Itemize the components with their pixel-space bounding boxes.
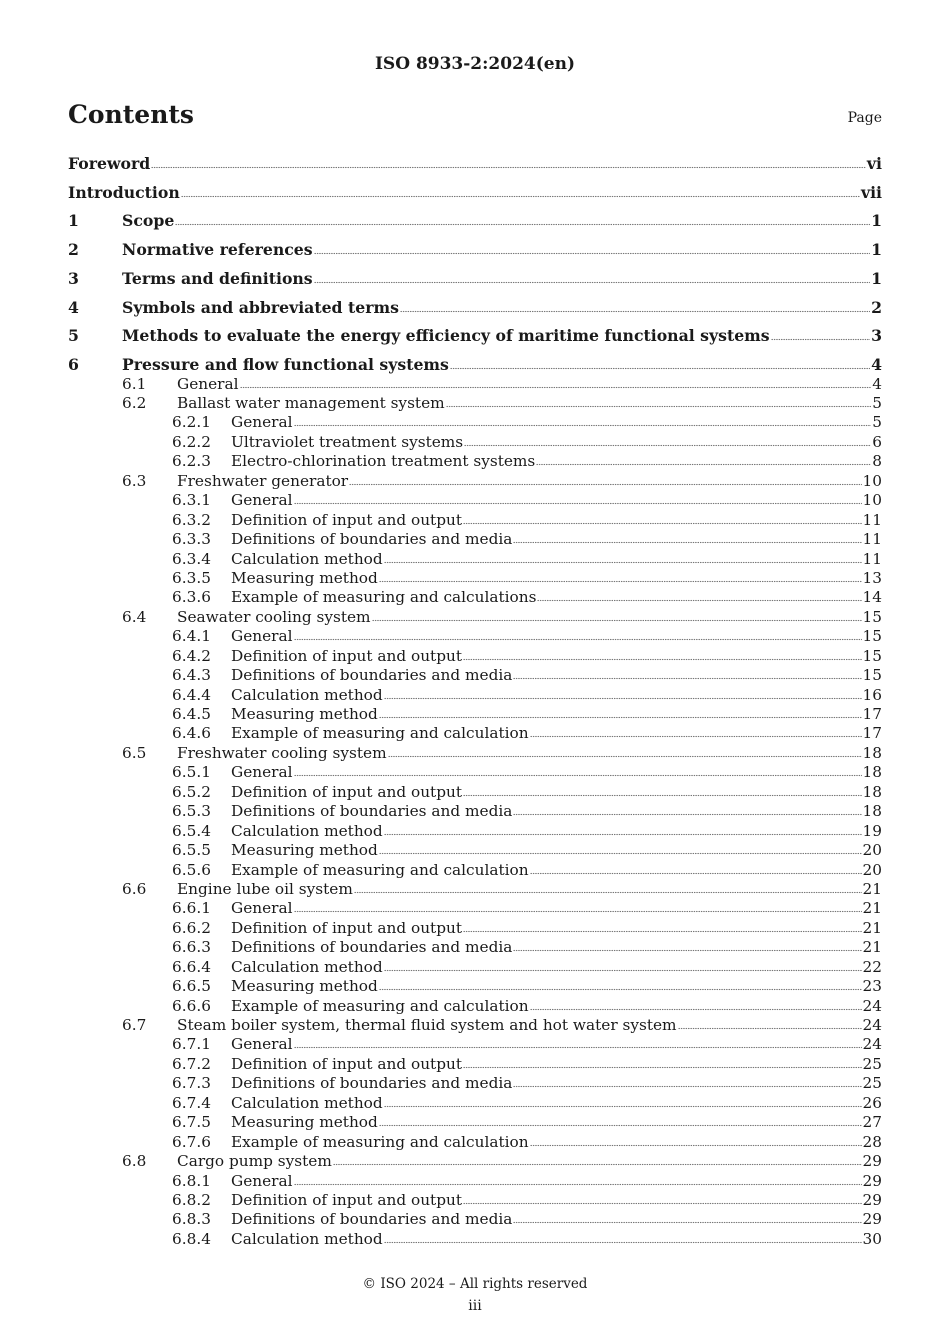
toc-entry[interactable]	[68, 958, 882, 977]
toc-section-number: 6.7.6	[172, 1132, 211, 1151]
toc-entry[interactable]	[68, 491, 882, 510]
toc-page-number[interactable]: 15	[862, 646, 882, 665]
toc-entry[interactable]	[68, 1113, 882, 1132]
toc-entry[interactable]	[68, 724, 882, 743]
toc-section-number: 6.6.4	[172, 957, 211, 976]
toc-entry[interactable]	[68, 472, 882, 491]
toc-section-number: 6.5.3	[172, 802, 211, 821]
toc-dot-leader	[530, 1143, 862, 1147]
toc-dot-leader	[463, 929, 862, 933]
toc-page-number[interactable]: vi	[866, 154, 882, 173]
toc-entry[interactable]	[68, 627, 882, 646]
toc-page-number[interactable]: 20	[862, 841, 882, 860]
toc-entry[interactable]	[68, 211, 882, 230]
toc-page-number[interactable]: 4	[871, 355, 882, 375]
toc-page-number[interactable]: 18	[862, 743, 882, 762]
toc-dot-leader	[294, 501, 862, 505]
toc-section-title[interactable]: Measuring method	[231, 705, 378, 724]
toc-section-title[interactable]: Calculation method	[231, 821, 383, 840]
toc-dot-leader	[771, 337, 870, 341]
toc-section-title[interactable]: Calculation method	[231, 549, 383, 568]
toc-section-number: 6.6	[122, 879, 147, 898]
toc-dot-leader	[536, 462, 871, 466]
toc-section-number: 6.4.6	[172, 724, 211, 743]
toc-page-number[interactable]: 29	[862, 1190, 882, 1209]
toc-section-number: 6.6.1	[172, 899, 211, 918]
toc-page-number[interactable]: 20	[862, 860, 882, 879]
toc-section-number: 6.3.4	[172, 549, 211, 568]
toc-section-number: 6.3	[122, 471, 147, 490]
toc-section-title[interactable]: Definition of input and output	[231, 782, 462, 801]
toc-entry[interactable]	[68, 919, 882, 938]
toc-page-number[interactable]: 10	[862, 491, 882, 510]
toc-dot-leader	[294, 637, 862, 641]
toc-dot-leader	[463, 657, 862, 661]
toc-section-title[interactable]: Introduction	[68, 182, 180, 202]
toc-page-number[interactable]: 18	[862, 782, 882, 801]
toc-dot-leader	[379, 715, 862, 719]
toc-entry[interactable]	[68, 1035, 882, 1054]
toc-entry[interactable]	[68, 1172, 882, 1191]
toc-dot-leader	[384, 696, 862, 700]
toc-section-number: 6.8.2	[172, 1190, 211, 1209]
toc-page-number[interactable]: 11	[862, 530, 882, 549]
toc-entry[interactable]	[68, 240, 882, 259]
toc-entry[interactable]	[68, 1133, 882, 1152]
toc-dot-leader	[463, 521, 862, 525]
toc-dot-leader	[181, 194, 860, 198]
toc-section-number: 3	[68, 268, 79, 288]
toc-section-title[interactable]: General	[231, 491, 293, 510]
toc-page-number[interactable]: 10	[862, 471, 882, 490]
toc-page-number[interactable]: 25	[862, 1054, 882, 1073]
toc-dot-leader	[388, 754, 862, 758]
toc-dot-leader	[175, 222, 870, 226]
toc-entry[interactable]	[68, 802, 882, 821]
toc-section-number: 6.3.5	[172, 568, 211, 587]
toc-section-number: 6.4.3	[172, 666, 211, 685]
toc-section-title[interactable]: Calculation method	[231, 1093, 383, 1112]
toc-page-number[interactable]: 29	[862, 1152, 882, 1171]
toc-dot-leader	[384, 832, 862, 836]
toc-section-number: 1	[68, 211, 79, 231]
toc-entry[interactable]	[68, 899, 882, 918]
toc-dot-leader	[463, 793, 862, 797]
toc-section-title[interactable]: Definition of input and output	[231, 918, 462, 937]
toc-section-number: 6.7.3	[172, 1074, 211, 1093]
toc-page-number[interactable]: 11	[862, 510, 882, 529]
toc-page-number[interactable]: 21	[862, 879, 882, 898]
toc-section-title[interactable]: Definition of input and output	[231, 1190, 462, 1209]
footer-copyright: © ISO 2024 – All rights reserved	[362, 1276, 588, 1292]
toc-section-number: 6.6.2	[172, 918, 211, 937]
toc-entry[interactable]	[68, 1016, 882, 1035]
toc-section-number: 6.4.5	[172, 705, 211, 724]
toc-dot-leader	[294, 1182, 862, 1186]
toc-page-number[interactable]: 3	[871, 326, 882, 346]
toc-section-number: 2	[68, 240, 79, 260]
toc-dot-leader	[294, 909, 862, 913]
toc-page-number[interactable]: 28	[862, 1132, 882, 1151]
toc-dot-leader	[384, 1240, 862, 1244]
toc-dot-leader	[384, 968, 862, 972]
toc-entry[interactable]	[68, 452, 882, 471]
toc-page-number[interactable]: 14	[862, 588, 882, 607]
toc-section-title[interactable]: Definition of input and output	[231, 1054, 462, 1073]
toc-entry[interactable]	[68, 1191, 882, 1210]
toc-entry[interactable]	[68, 1074, 882, 1093]
toc-page-number[interactable]: 6	[872, 432, 882, 451]
toc-section-title[interactable]: Example of measuring and calculation	[231, 1132, 529, 1151]
toc-entry[interactable]	[68, 550, 882, 569]
toc-page-number[interactable]: 22	[862, 957, 882, 976]
toc-dot-leader	[464, 443, 871, 447]
toc-section-number: 6.4	[122, 607, 147, 626]
toc-page-number[interactable]: 29	[862, 1171, 882, 1190]
toc-entry[interactable]	[68, 938, 882, 957]
toc-section-number: 6.8.3	[172, 1210, 211, 1229]
toc-entry[interactable]	[68, 375, 882, 394]
toc-dot-leader	[530, 734, 862, 738]
toc-page-number[interactable]: 24	[862, 1035, 882, 1054]
toc-section-number: 6.7.1	[172, 1035, 211, 1054]
toc-page-number[interactable]: 21	[862, 918, 882, 937]
toc-dot-leader	[513, 1084, 861, 1088]
toc-dot-leader	[314, 251, 870, 255]
page-column-label: Page	[847, 110, 882, 126]
toc-section-title[interactable]: Definition of input and output	[231, 510, 462, 529]
toc-page-number[interactable]: 15	[862, 607, 882, 626]
toc-page-number[interactable]: 30	[862, 1229, 882, 1248]
toc-section-title[interactable]: Calculation method	[231, 1229, 383, 1248]
toc-section-title[interactable]: Engine lube oil system	[177, 879, 353, 898]
toc-section-title[interactable]: Example of measuring and calculation	[231, 724, 529, 743]
toc-section-number: 6.7.5	[172, 1113, 211, 1132]
toc-entry[interactable]	[68, 1152, 882, 1171]
toc-page-number[interactable]: 5	[872, 394, 882, 413]
toc-section-number: 6.7.2	[172, 1054, 211, 1073]
toc-page-number[interactable]: 25	[862, 1074, 882, 1093]
toc-page-number[interactable]: vii	[860, 182, 882, 202]
toc-page-number[interactable]: 24	[862, 996, 882, 1015]
toc-page-number[interactable]: 1	[871, 211, 882, 231]
toc-entry[interactable]	[68, 1230, 882, 1249]
toc-dot-leader	[513, 1220, 861, 1224]
toc-entry[interactable]	[68, 569, 882, 588]
toc-section-number: 6.5	[122, 743, 147, 762]
toc-page-number[interactable]: 15	[862, 666, 882, 685]
toc-section-number: 6.8.4	[172, 1229, 211, 1248]
toc-dot-leader	[513, 676, 861, 680]
toc-dot-leader	[530, 1007, 862, 1011]
toc-page-number[interactable]: 13	[862, 568, 882, 587]
toc-page-number[interactable]: 21	[862, 899, 882, 918]
toc-section-number: 6	[68, 355, 79, 375]
toc-section-number: 6.5.4	[172, 821, 211, 840]
toc-section-number: 4	[68, 297, 79, 317]
toc-section-title[interactable]: Measuring method	[231, 568, 378, 587]
toc-page-number[interactable]: 11	[862, 549, 882, 568]
toc-entry[interactable]	[68, 433, 882, 452]
toc-section-title[interactable]: General	[231, 1035, 293, 1054]
toc-section-number: 6.5.6	[172, 860, 211, 879]
toc-dot-leader	[354, 890, 862, 894]
toc-entry[interactable]	[68, 1210, 882, 1229]
toc-entry[interactable]	[68, 783, 882, 802]
toc-section-number: 6.8	[122, 1152, 147, 1171]
toc-entry[interactable]	[68, 822, 882, 841]
toc-dot-leader	[384, 1104, 862, 1108]
toc-dot-leader	[379, 579, 862, 583]
toc-page-number[interactable]: 18	[862, 763, 882, 782]
toc-dot-leader	[379, 851, 862, 855]
toc-dot-leader	[513, 948, 861, 952]
toc-section-title[interactable]: Freshwater cooling system	[177, 743, 387, 762]
toc-section-number: 5	[68, 326, 79, 346]
toc-section-title[interactable]: Definitions of boundaries and media	[231, 1210, 513, 1229]
standard-header: ISO 8933-2:2024(en)	[374, 54, 575, 74]
toc-dot-leader	[240, 385, 872, 389]
toc-entry[interactable]	[68, 413, 882, 432]
toc-section-title[interactable]: Example of measuring and calculation	[231, 860, 529, 879]
toc-entry[interactable]	[68, 355, 882, 374]
toc-section-number: 6.4.1	[172, 627, 211, 646]
toc-section-title[interactable]: Calculation method	[231, 685, 383, 704]
toc-page-number[interactable]: 19	[862, 821, 882, 840]
toc-section-title[interactable]: Example of measuring and calculations	[231, 588, 537, 607]
toc-page-number[interactable]: 15	[862, 627, 882, 646]
toc-dot-leader	[333, 1162, 862, 1166]
toc-section-number: 6.5.1	[172, 763, 211, 782]
toc-entry[interactable]	[68, 763, 882, 782]
toc-dot-leader	[463, 1065, 862, 1069]
toc-entry[interactable]	[68, 647, 882, 666]
toc-section-title[interactable]: Measuring method	[231, 841, 378, 860]
toc-section-number: 6.2.3	[172, 452, 211, 471]
toc-section-number: 6.6.3	[172, 938, 211, 957]
toc-section-title[interactable]: Definitions of boundaries and media	[231, 802, 513, 821]
toc-section-number: 6.6.5	[172, 977, 211, 996]
toc-section-title[interactable]: Ultraviolet treatment systems	[231, 432, 464, 451]
toc-dot-leader	[513, 812, 861, 816]
toc-page-number[interactable]: 8	[872, 452, 882, 471]
toc-section-title[interactable]: Example of measuring and calculation	[231, 996, 529, 1015]
toc-page-number[interactable]: 5	[872, 413, 882, 432]
toc-dot-leader	[294, 1045, 862, 1049]
toc-dot-leader	[400, 309, 870, 313]
toc-entry[interactable]	[68, 977, 882, 996]
toc-page-number[interactable]: 29	[862, 1210, 882, 1229]
toc-entry[interactable]	[68, 841, 882, 860]
toc-dot-leader	[151, 165, 866, 169]
toc-entry[interactable]	[68, 298, 882, 317]
toc-section-title[interactable]: Normative references	[122, 240, 313, 260]
toc-entry[interactable]	[68, 530, 882, 549]
toc-section-title[interactable]: General	[177, 374, 239, 393]
toc-page-number[interactable]: 27	[862, 1113, 882, 1132]
toc-section-number: 6.1	[122, 374, 147, 393]
toc-section-title[interactable]: General	[231, 899, 293, 918]
toc-section-title[interactable]: Measuring method	[231, 1113, 378, 1132]
toc-page-number[interactable]: 18	[862, 802, 882, 821]
toc-section-number: 6.4.2	[172, 646, 211, 665]
toc-dot-leader	[294, 423, 872, 427]
toc-section-number: 6.2	[122, 394, 147, 413]
toc-page-number[interactable]: 1	[871, 268, 882, 288]
toc-page-number[interactable]: 16	[862, 685, 882, 704]
toc-section-title[interactable]: Seawater cooling system	[177, 607, 371, 626]
toc-section-number: 6.8.1	[172, 1171, 211, 1190]
toc-dot-leader	[446, 404, 872, 408]
toc-entry[interactable]	[68, 394, 882, 413]
toc-section-title[interactable]: Definitions of boundaries and media	[231, 938, 513, 957]
toc-section-title[interactable]: Calculation method	[231, 957, 383, 976]
toc-page-number[interactable]: 21	[862, 938, 882, 957]
toc-section-number: 6.3.3	[172, 530, 211, 549]
toc-section-title[interactable]: Pressure and flow functional systems	[122, 355, 449, 375]
toc-dot-leader	[294, 773, 862, 777]
toc-dot-leader	[384, 560, 862, 564]
toc-entry[interactable]	[68, 1094, 882, 1113]
toc-page-number[interactable]: 23	[862, 977, 882, 996]
toc-section-title[interactable]: Definitions of boundaries and media	[231, 1074, 513, 1093]
toc-section-title[interactable]: General	[231, 1171, 293, 1190]
toc-section-number: 6.7.4	[172, 1093, 211, 1112]
toc-section-number: 6.3.2	[172, 510, 211, 529]
footer-page-number: iii	[468, 1298, 482, 1314]
toc-dot-leader	[513, 540, 861, 544]
toc-page-number[interactable]: 26	[862, 1093, 882, 1112]
toc-section-title[interactable]: Steam boiler system, thermal fluid system and hot water system	[177, 1016, 677, 1035]
toc-dot-leader	[379, 987, 862, 991]
toc-section-number: 6.5.2	[172, 782, 211, 801]
toc-entry[interactable]	[68, 880, 882, 899]
toc-dot-leader	[463, 1201, 862, 1205]
toc-page-number[interactable]: 17	[862, 705, 882, 724]
toc-page-number[interactable]: 24	[862, 1016, 882, 1035]
toc-section-title[interactable]: Electro-chlorination treatment systems	[231, 452, 536, 471]
toc-section-number: 6.2.1	[172, 413, 211, 432]
toc-dot-leader	[678, 1026, 862, 1030]
toc-entry[interactable]	[68, 269, 882, 288]
toc-section-title[interactable]: General	[231, 627, 293, 646]
toc-page-number[interactable]: 2	[871, 297, 882, 317]
table-of-contents	[68, 154, 882, 1249]
toc-entry[interactable]	[68, 744, 882, 763]
toc-entry[interactable]	[68, 861, 882, 880]
toc-dot-leader	[450, 366, 870, 370]
toc-page-number[interactable]: 1	[871, 240, 882, 260]
toc-section-number: 6.5.5	[172, 841, 211, 860]
toc-section-title[interactable]: General	[231, 763, 293, 782]
toc-section-title[interactable]: General	[231, 413, 293, 432]
contents-title: Contents	[68, 100, 195, 129]
toc-section-number: 6.4.4	[172, 685, 211, 704]
toc-section-number: 6.3.6	[172, 588, 211, 607]
toc-entry[interactable]	[68, 1055, 882, 1074]
toc-dot-leader	[379, 1123, 862, 1127]
toc-entry[interactable]	[68, 511, 882, 530]
toc-section-title[interactable]: Cargo pump system	[177, 1152, 332, 1171]
toc-dot-leader	[530, 871, 862, 875]
toc-section-number: 6.6.6	[172, 996, 211, 1015]
toc-entry[interactable]	[68, 705, 882, 724]
toc-entry[interactable]	[68, 183, 882, 202]
toc-section-title[interactable]: Foreword	[68, 154, 151, 173]
toc-section-title[interactable]: Terms and definitions	[122, 268, 313, 288]
toc-page-number[interactable]: 17	[862, 724, 882, 743]
toc-dot-leader	[537, 598, 861, 602]
toc-section-title[interactable]: Ballast water management system	[177, 394, 445, 413]
toc-section-number: 6.2.2	[172, 432, 211, 451]
toc-dot-leader	[314, 280, 870, 284]
toc-dot-leader	[372, 618, 862, 622]
toc-section-title[interactable]: Definitions of boundaries and media	[231, 530, 513, 549]
toc-entry[interactable]	[68, 686, 882, 705]
toc-section-title[interactable]: Measuring method	[231, 977, 378, 996]
toc-entry[interactable]	[68, 997, 882, 1016]
toc-entry[interactable]	[68, 154, 882, 173]
toc-page-number[interactable]: 4	[872, 374, 882, 393]
toc-section-title[interactable]: Freshwater generator	[177, 471, 349, 490]
toc-section-title[interactable]: Scope	[122, 211, 175, 231]
toc-entry[interactable]	[68, 588, 882, 607]
toc-dot-leader	[349, 482, 861, 486]
toc-section-title[interactable]: Definitions of boundaries and media	[231, 666, 513, 685]
toc-section-title[interactable]: Symbols and abbreviated terms	[122, 297, 399, 317]
toc-section-number: 6.3.1	[172, 491, 211, 510]
toc-section-number: 6.7	[122, 1016, 147, 1035]
toc-entry[interactable]	[68, 608, 882, 627]
toc-entry[interactable]	[68, 326, 882, 345]
toc-section-title[interactable]: Definition of input and output	[231, 646, 462, 665]
toc-section-title[interactable]: Methods to evaluate the energy efficiency of maritime functional systems	[122, 326, 770, 346]
toc-entry[interactable]	[68, 666, 882, 685]
